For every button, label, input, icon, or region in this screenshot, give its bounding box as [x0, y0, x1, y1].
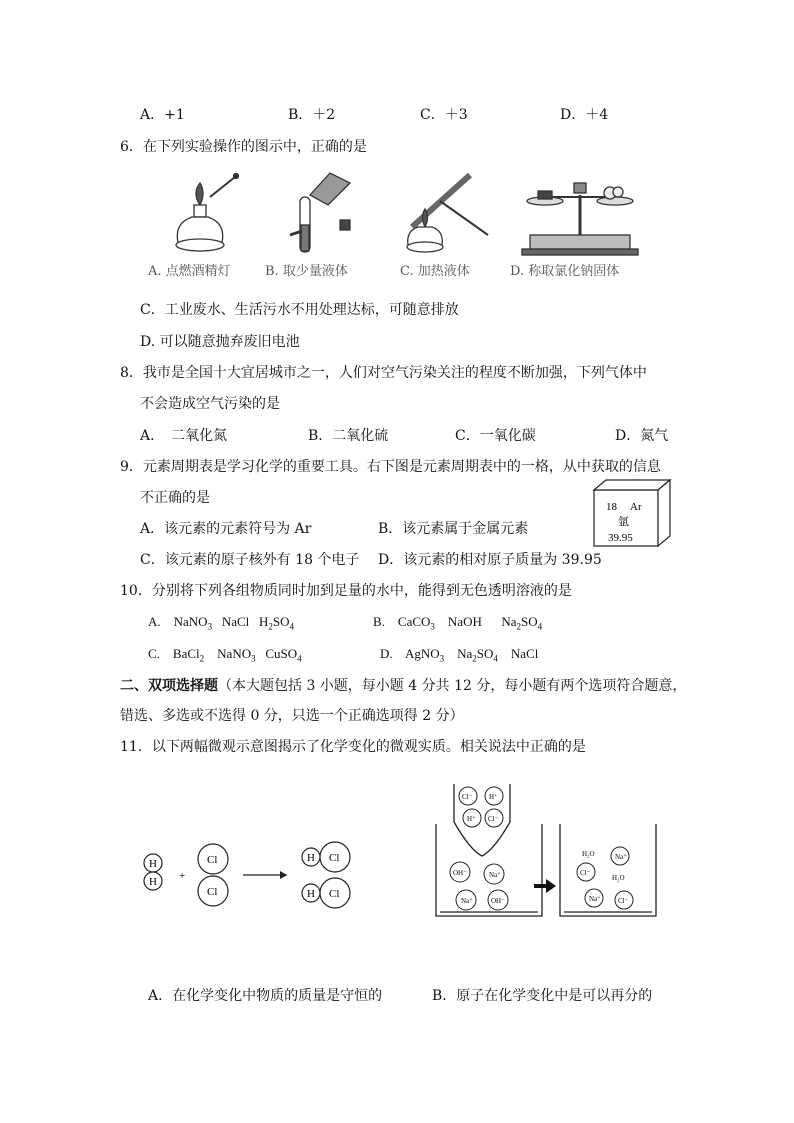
q10-option-a: A. NaNO$_3$ NaCl $H_2SO_4$ — [148, 614, 295, 632]
q7-option-c: C．工业废水、生活污水不用处理达标，可随意排放 — [140, 302, 459, 318]
svg-text:Na⁺: Na⁺ — [461, 897, 473, 905]
q9-stem-line2: 不正确的是 — [140, 490, 210, 506]
q5-option-b: B．＋2 — [288, 107, 336, 123]
cell-atomic-number: 18 — [606, 501, 617, 513]
q9-option-d: D．该元素的相对原子质量为 39.95 — [378, 552, 602, 568]
svg-text:Cl: Cl — [207, 886, 218, 898]
q11-stem: 11．以下两幅微观示意图揭示了化学变化的微观实质。相关说法中正确的是 — [120, 739, 586, 755]
heat-liquid-icon — [407, 175, 488, 252]
svg-text:Cl: Cl — [207, 854, 218, 866]
svg-text:H: H — [307, 852, 315, 864]
alcohol-lamp-icon — [176, 174, 239, 252]
pour-liquid-icon — [290, 173, 350, 252]
q9-option-c: C．该元素的原子核外有 18 个电子 — [140, 552, 360, 568]
q8-stem-line2: 不会造成空气污染的是 — [140, 396, 280, 412]
svg-text:OH⁻: OH⁻ — [491, 897, 505, 905]
svg-text:+: + — [179, 870, 186, 882]
q9-option-b: B．该元素属于金属元素 — [378, 521, 529, 537]
cell-element-name: 氩 — [618, 515, 629, 528]
neutralization-diagram — [430, 780, 660, 920]
svg-text:Cl⁻: Cl⁻ — [618, 897, 629, 905]
svg-text:H₂O: H₂O — [612, 874, 625, 882]
svg-text:Cl: Cl — [329, 852, 340, 864]
q11-option-a: A．在化学变化中物质的质量是守恒的 — [148, 988, 383, 1004]
q5-option-d: D．＋4 — [560, 107, 609, 123]
q6-caption-a: A. 点燃酒精灯 — [148, 264, 231, 279]
svg-text:Cl: Cl — [329, 888, 340, 900]
q10-option-c: C. BaCl$_2$ NaNO$_3$ CuSO$_4$ — [148, 646, 302, 664]
q10-stem: 10．分别将下列各组物质同时加到足量的水中，能得到无色透明溶液的是 — [120, 583, 572, 599]
q9-stem-line1: 9．元素周期表是学习化学的重要工具。右下图是元素周期表中的一格，从中获取的信息 — [120, 459, 661, 475]
periodic-table-cell — [592, 478, 674, 548]
svg-text:H: H — [149, 858, 157, 870]
svg-text:Na⁺: Na⁺ — [589, 895, 601, 903]
svg-text:Cl⁻: Cl⁻ — [580, 869, 591, 877]
q6-apparatus-figure — [140, 165, 660, 260]
q5-option-a: A．+1 — [140, 107, 185, 123]
section2-title: 二、双项选择题 — [120, 678, 218, 694]
q8-option-d: D．氮气 — [615, 428, 669, 444]
svg-text:H: H — [149, 876, 157, 888]
q7-option-d: D. 可以随意抛弃废旧电池 — [140, 334, 300, 350]
q10-option-b: B. CaCO$_3$ NaOH $Na_2SO_4$ — [373, 614, 543, 632]
svg-text:H⁺: H⁺ — [467, 815, 476, 823]
q11-option-b: B．原子在化学变化中是可以再分的 — [432, 988, 653, 1004]
q8-option-c: C．一氧化碳 — [455, 428, 536, 444]
balance-icon — [522, 183, 638, 255]
svg-text:Na⁺: Na⁺ — [615, 853, 627, 861]
svg-text:Cl⁻: Cl⁻ — [488, 815, 499, 823]
q8-option-b: B．二氧化硫 — [308, 428, 389, 444]
q5-option-c: C．＋3 — [420, 107, 468, 123]
cell-atomic-mass: 39.95 — [608, 532, 633, 544]
q8-option-a: A． 二氧化氮 — [140, 428, 228, 444]
svg-text:H: H — [307, 888, 315, 900]
q6-stem: 6．在下列实验操作的图示中，正确的是 — [120, 139, 367, 155]
section2-heading: 二、双项选择题（本大题包括 3 小题，每小题 4 分共 12 分，每小题有两个选项符合题意， — [120, 678, 687, 694]
svg-text:Cl⁻: Cl⁻ — [462, 793, 473, 801]
q10-option-d: D. AgNO$_3$ $Na_2SO_4$ NaCl — [380, 646, 539, 664]
svg-text:H⁺: H⁺ — [489, 793, 498, 801]
q6-caption-b: B. 取少量液体 — [265, 264, 348, 279]
q8-stem-line1: 8．我市是全国十大宜居城市之一，人们对空气污染关注的程度不断加强，下列气体中 — [120, 365, 647, 381]
q6-caption-c: C. 加热液体 — [400, 264, 470, 279]
svg-text:H₂O: H₂O — [582, 850, 595, 858]
cell-symbol: Ar — [630, 501, 642, 513]
q6-caption-d: D. 称取氯化钠固体 — [510, 264, 620, 279]
svg-text:Na⁺: Na⁺ — [489, 871, 501, 879]
q9-option-a: A．该元素的元素符号为 Ar — [140, 521, 312, 537]
svg-text:OH⁻: OH⁻ — [453, 869, 467, 877]
arrow-right-icon — [534, 879, 556, 893]
h2-cl2-reaction-diagram — [135, 835, 365, 915]
section2-line2: 错选、多选或不选得 0 分，只选一个正确选项得 2 分） — [120, 708, 464, 724]
